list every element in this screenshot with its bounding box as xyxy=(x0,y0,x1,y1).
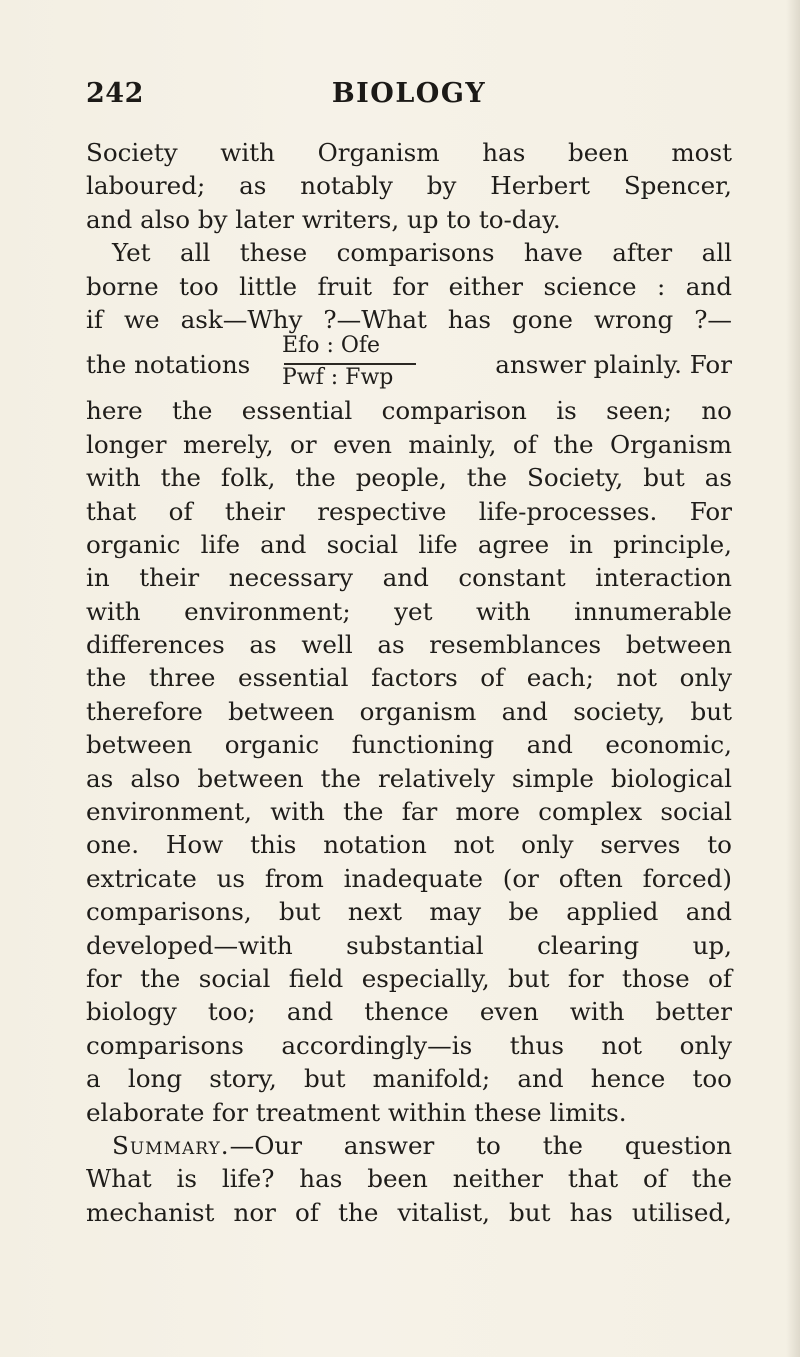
summary-first-line-text: —Our answer to the question xyxy=(229,1130,732,1160)
page-number: 242 xyxy=(86,78,144,109)
page-header xyxy=(86,78,732,118)
text-line: extricate us from inadequate (or often forced) xyxy=(86,863,732,893)
text-line: comparisons accordingly—is thus not only xyxy=(86,1030,732,1060)
fraction-denominator: Pwf : Fwp xyxy=(282,365,394,391)
summary-heading: Summary. xyxy=(112,1130,230,1160)
text-line: with environment; yet with innumerable xyxy=(86,596,732,626)
text-line: Society with Organism has been most xyxy=(86,138,732,167)
notation-line xyxy=(86,333,732,394)
text-line: longer merely, or even mainly, of the Organism xyxy=(86,429,732,459)
text-line: mechanist nor of the vitalist, but has utilised, xyxy=(86,1197,732,1227)
text-line: between organic functioning and economic, xyxy=(86,730,732,760)
text-line: if we ask—Why ?—What has gone wrong ?— xyxy=(86,304,732,334)
text-line: in their necessary and constant interaction xyxy=(86,563,732,593)
text-line: therefore between organism and society, but xyxy=(86,696,732,726)
text-line: with the folk, the people, the Society, but as xyxy=(86,463,732,493)
fraction-numerator: Efo : Ofe xyxy=(282,333,381,359)
text-line: here the essential comparison is seen; no xyxy=(86,396,732,426)
text-line: environment, with the far more complex social xyxy=(86,797,732,827)
text-line: developed—with substantial clearing up, xyxy=(86,930,732,960)
text-line: elaborate for treatment within these limits. xyxy=(86,1097,627,1127)
page-edge-shadow xyxy=(786,0,800,1357)
notation-trail-text: answer plainly. For xyxy=(495,350,732,380)
text-line: for the social field especially, but for those of xyxy=(86,963,732,993)
text-line: and also by later writers, up to to-day. xyxy=(86,204,561,234)
text-line: differences as well as resemblances between xyxy=(86,630,732,660)
text-line: comparisons, but next may be applied and xyxy=(86,897,732,927)
notation-fraction xyxy=(282,333,418,391)
text-line: borne too little fruit for either science : and xyxy=(86,271,732,301)
text-line: laboured; as notably by Herbert Spencer, xyxy=(86,171,732,201)
body-text xyxy=(86,136,732,1229)
text-line: that of their respective life-processes. For xyxy=(86,496,732,526)
text-line: biology too; and thence even with better xyxy=(86,997,732,1027)
text-line: organic life and social life agree in principle, xyxy=(86,529,732,559)
notation-lead-text: the notations xyxy=(86,350,251,380)
text-line: one. How this notation not only serves to xyxy=(86,830,732,860)
summary-line xyxy=(86,1129,732,1162)
text-line: as also between the relatively simple biological xyxy=(86,763,732,793)
text-line: a long story, but manifold; and hence too xyxy=(86,1064,732,1094)
text-line: What is life? has been neither that of the xyxy=(86,1164,732,1194)
running-head: BIOLOGY xyxy=(331,78,487,109)
text-line: Yet all these comparisons have after all xyxy=(112,238,732,268)
text-line: the three essential factors of each; not only xyxy=(86,663,732,693)
